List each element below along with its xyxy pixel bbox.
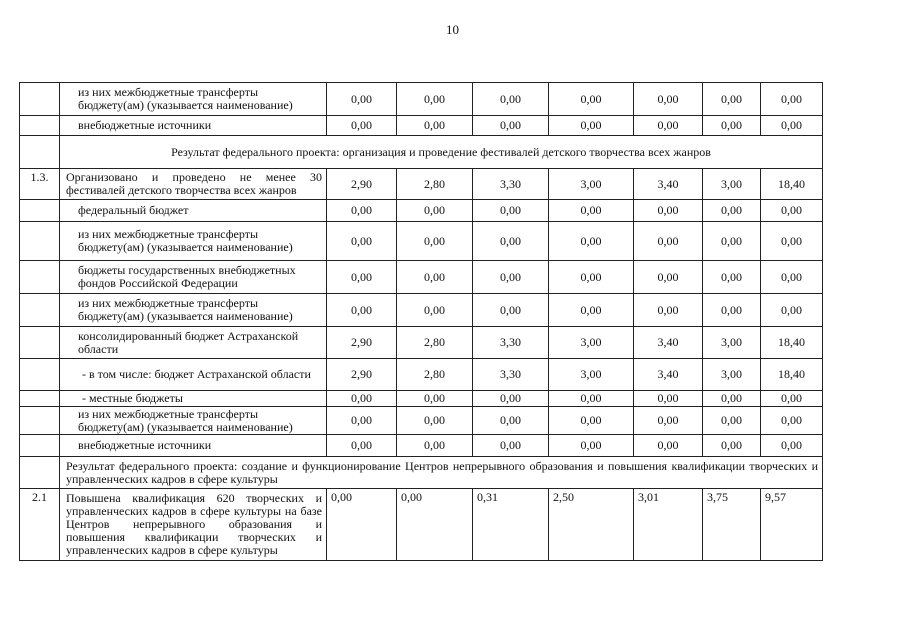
value-cell: 0,00 xyxy=(397,294,473,327)
row-label: из них межбюджетные трансферты бюджету(ам) (указывается наименование) xyxy=(60,222,327,261)
value-cell: 0,00 xyxy=(703,391,761,407)
value-cell: 3,30 xyxy=(473,359,549,391)
value-cell: 0,00 xyxy=(549,261,634,294)
value-cell: 0,00 xyxy=(473,435,549,457)
row-index xyxy=(20,327,60,359)
value-cell: 3,00 xyxy=(549,359,634,391)
table-row xyxy=(20,222,823,261)
value-cell: 0,00 xyxy=(703,200,761,222)
table-row xyxy=(20,116,823,136)
value-cell: 0,00 xyxy=(327,407,397,435)
result-row xyxy=(20,457,823,489)
value-cell: 0,00 xyxy=(473,116,549,136)
result-text: Результат федерального проекта: создание и функционирование Центров непрерывного образования и повышения квалификации творческих и управленческих кадров в сфере культуры xyxy=(60,457,823,489)
value-cell: 0,00 xyxy=(703,261,761,294)
row-index xyxy=(20,116,60,136)
value-cell: 0,00 xyxy=(549,200,634,222)
value-cell: 0,00 xyxy=(549,435,634,457)
row-index: 1.3. xyxy=(20,169,60,200)
table-row xyxy=(20,169,823,200)
table-row xyxy=(20,83,823,116)
value-cell: 0,00 xyxy=(473,294,549,327)
row-index xyxy=(20,435,60,457)
value-cell: 0,00 xyxy=(549,294,634,327)
row-label: федеральный бюджет xyxy=(60,200,327,222)
row-index: 2.1 xyxy=(20,489,60,561)
value-cell: 3,30 xyxy=(473,327,549,359)
value-cell: 0,00 xyxy=(634,200,703,222)
value-cell: 0,00 xyxy=(703,407,761,435)
value-cell: 18,40 xyxy=(761,359,823,391)
value-cell: 0,00 xyxy=(327,294,397,327)
row-label: из них межбюджетные трансферты бюджету(ам) (указывается наименование) xyxy=(60,407,327,435)
value-cell: 0,00 xyxy=(327,391,397,407)
value-cell: 2,50 xyxy=(549,489,634,561)
value-cell: 2,80 xyxy=(397,169,473,200)
value-cell: 9,57 xyxy=(761,489,823,561)
value-cell: 3,01 xyxy=(634,489,703,561)
value-cell: 0,00 xyxy=(761,222,823,261)
value-cell: 3,40 xyxy=(634,327,703,359)
value-cell: 0,00 xyxy=(397,116,473,136)
value-cell: 3,00 xyxy=(703,327,761,359)
value-cell: 0,00 xyxy=(761,294,823,327)
table-row xyxy=(20,407,823,435)
value-cell: 0,00 xyxy=(703,222,761,261)
value-cell: 3,30 xyxy=(473,169,549,200)
row-index xyxy=(20,294,60,327)
value-cell: 0,00 xyxy=(549,222,634,261)
value-cell: 0,00 xyxy=(397,261,473,294)
value-cell: 3,00 xyxy=(703,359,761,391)
row-label: бюджеты государственных внебюджетных фондов Российской Федерации xyxy=(60,261,327,294)
row-label: консолидированный бюджет Астраханской области xyxy=(60,327,327,359)
value-cell: 0,00 xyxy=(761,200,823,222)
table-row xyxy=(20,261,823,294)
value-cell: 0,00 xyxy=(761,407,823,435)
value-cell: 0,00 xyxy=(473,83,549,116)
table-row xyxy=(20,327,823,359)
value-cell: 0,00 xyxy=(327,261,397,294)
value-cell: 3,40 xyxy=(634,169,703,200)
value-cell: 0,00 xyxy=(397,222,473,261)
table-row xyxy=(20,489,823,561)
row-index xyxy=(20,83,60,116)
value-cell: 18,40 xyxy=(761,169,823,200)
value-cell: 3,75 xyxy=(703,489,761,561)
value-cell: 3,40 xyxy=(634,359,703,391)
row-label: Организовано и проведено не менее 30 фестивалей детского творчества всех жанров xyxy=(60,169,327,200)
value-cell: 0,00 xyxy=(634,294,703,327)
value-cell: 2,90 xyxy=(327,169,397,200)
value-cell: 0,00 xyxy=(634,261,703,294)
value-cell: 0,00 xyxy=(473,222,549,261)
row-label: - в том числе: бюджет Астраханской области xyxy=(60,359,327,391)
value-cell: 0,00 xyxy=(703,435,761,457)
value-cell: 0,00 xyxy=(761,435,823,457)
value-cell: 0,00 xyxy=(327,222,397,261)
value-cell: 0,00 xyxy=(473,407,549,435)
value-cell: 3,00 xyxy=(549,327,634,359)
value-cell: 0,00 xyxy=(327,489,397,561)
value-cell: 0,00 xyxy=(397,435,473,457)
result-row xyxy=(20,136,823,169)
value-cell: 18,40 xyxy=(761,327,823,359)
result-text: Результат федерального проекта: организация и проведение фестивалей детского творчества всех жанров xyxy=(60,136,823,169)
value-cell: 0,00 xyxy=(549,116,634,136)
row-index xyxy=(20,222,60,261)
value-cell: 0,00 xyxy=(327,83,397,116)
row-label: Повышена квалификация 620 творческих и управленческих кадров в сфере культуры на базе Центров непрерывного образования и повышения квалификации творческих и управленческих кадров в сфере культуры xyxy=(60,489,327,561)
value-cell: 0,00 xyxy=(634,391,703,407)
value-cell: 0,00 xyxy=(703,294,761,327)
value-cell: 0,00 xyxy=(703,83,761,116)
value-cell: 0,00 xyxy=(473,261,549,294)
value-cell: 2,90 xyxy=(327,327,397,359)
row-index xyxy=(20,391,60,407)
row-index xyxy=(20,136,60,169)
value-cell: 0,00 xyxy=(549,83,634,116)
value-cell: 3,00 xyxy=(703,169,761,200)
value-cell: 0,00 xyxy=(634,116,703,136)
value-cell: 0,00 xyxy=(327,435,397,457)
row-label: внебюджетные источники xyxy=(60,435,327,457)
table-row xyxy=(20,200,823,222)
row-index xyxy=(20,261,60,294)
row-label: из них межбюджетные трансферты бюджету(ам) (указывается наименование) xyxy=(60,83,327,116)
row-index xyxy=(20,200,60,222)
row-label: внебюджетные источники xyxy=(60,116,327,136)
value-cell: 2,80 xyxy=(397,359,473,391)
value-cell: 3,00 xyxy=(549,169,634,200)
value-cell: 0,00 xyxy=(761,261,823,294)
value-cell: 0,31 xyxy=(473,489,549,561)
value-cell: 0,00 xyxy=(397,489,473,561)
value-cell: 0,00 xyxy=(397,83,473,116)
value-cell: 0,00 xyxy=(549,407,634,435)
value-cell: 0,00 xyxy=(397,407,473,435)
row-label: - местные бюджеты xyxy=(60,391,327,407)
value-cell: 0,00 xyxy=(397,200,473,222)
value-cell: 0,00 xyxy=(473,200,549,222)
page-number: 10 xyxy=(446,22,459,37)
row-label: из них межбюджетные трансферты бюджету(ам) (указывается наименование) xyxy=(60,294,327,327)
table-row xyxy=(20,435,823,457)
value-cell: 2,80 xyxy=(397,327,473,359)
row-index xyxy=(20,457,60,489)
value-cell: 0,00 xyxy=(761,116,823,136)
value-cell: 0,00 xyxy=(549,391,634,407)
value-cell: 0,00 xyxy=(634,222,703,261)
row-index xyxy=(20,407,60,435)
value-cell: 0,00 xyxy=(761,83,823,116)
value-cell: 2,90 xyxy=(327,359,397,391)
table-row xyxy=(20,359,823,391)
row-index xyxy=(20,359,60,391)
value-cell: 0,00 xyxy=(634,407,703,435)
value-cell: 0,00 xyxy=(703,116,761,136)
budget-table xyxy=(19,82,823,561)
value-cell: 0,00 xyxy=(634,435,703,457)
table-row xyxy=(20,391,823,407)
table-row xyxy=(20,294,823,327)
value-cell: 0,00 xyxy=(327,200,397,222)
value-cell: 0,00 xyxy=(473,391,549,407)
value-cell: 0,00 xyxy=(397,391,473,407)
value-cell: 0,00 xyxy=(327,116,397,136)
value-cell: 0,00 xyxy=(634,83,703,116)
value-cell: 0,00 xyxy=(761,391,823,407)
